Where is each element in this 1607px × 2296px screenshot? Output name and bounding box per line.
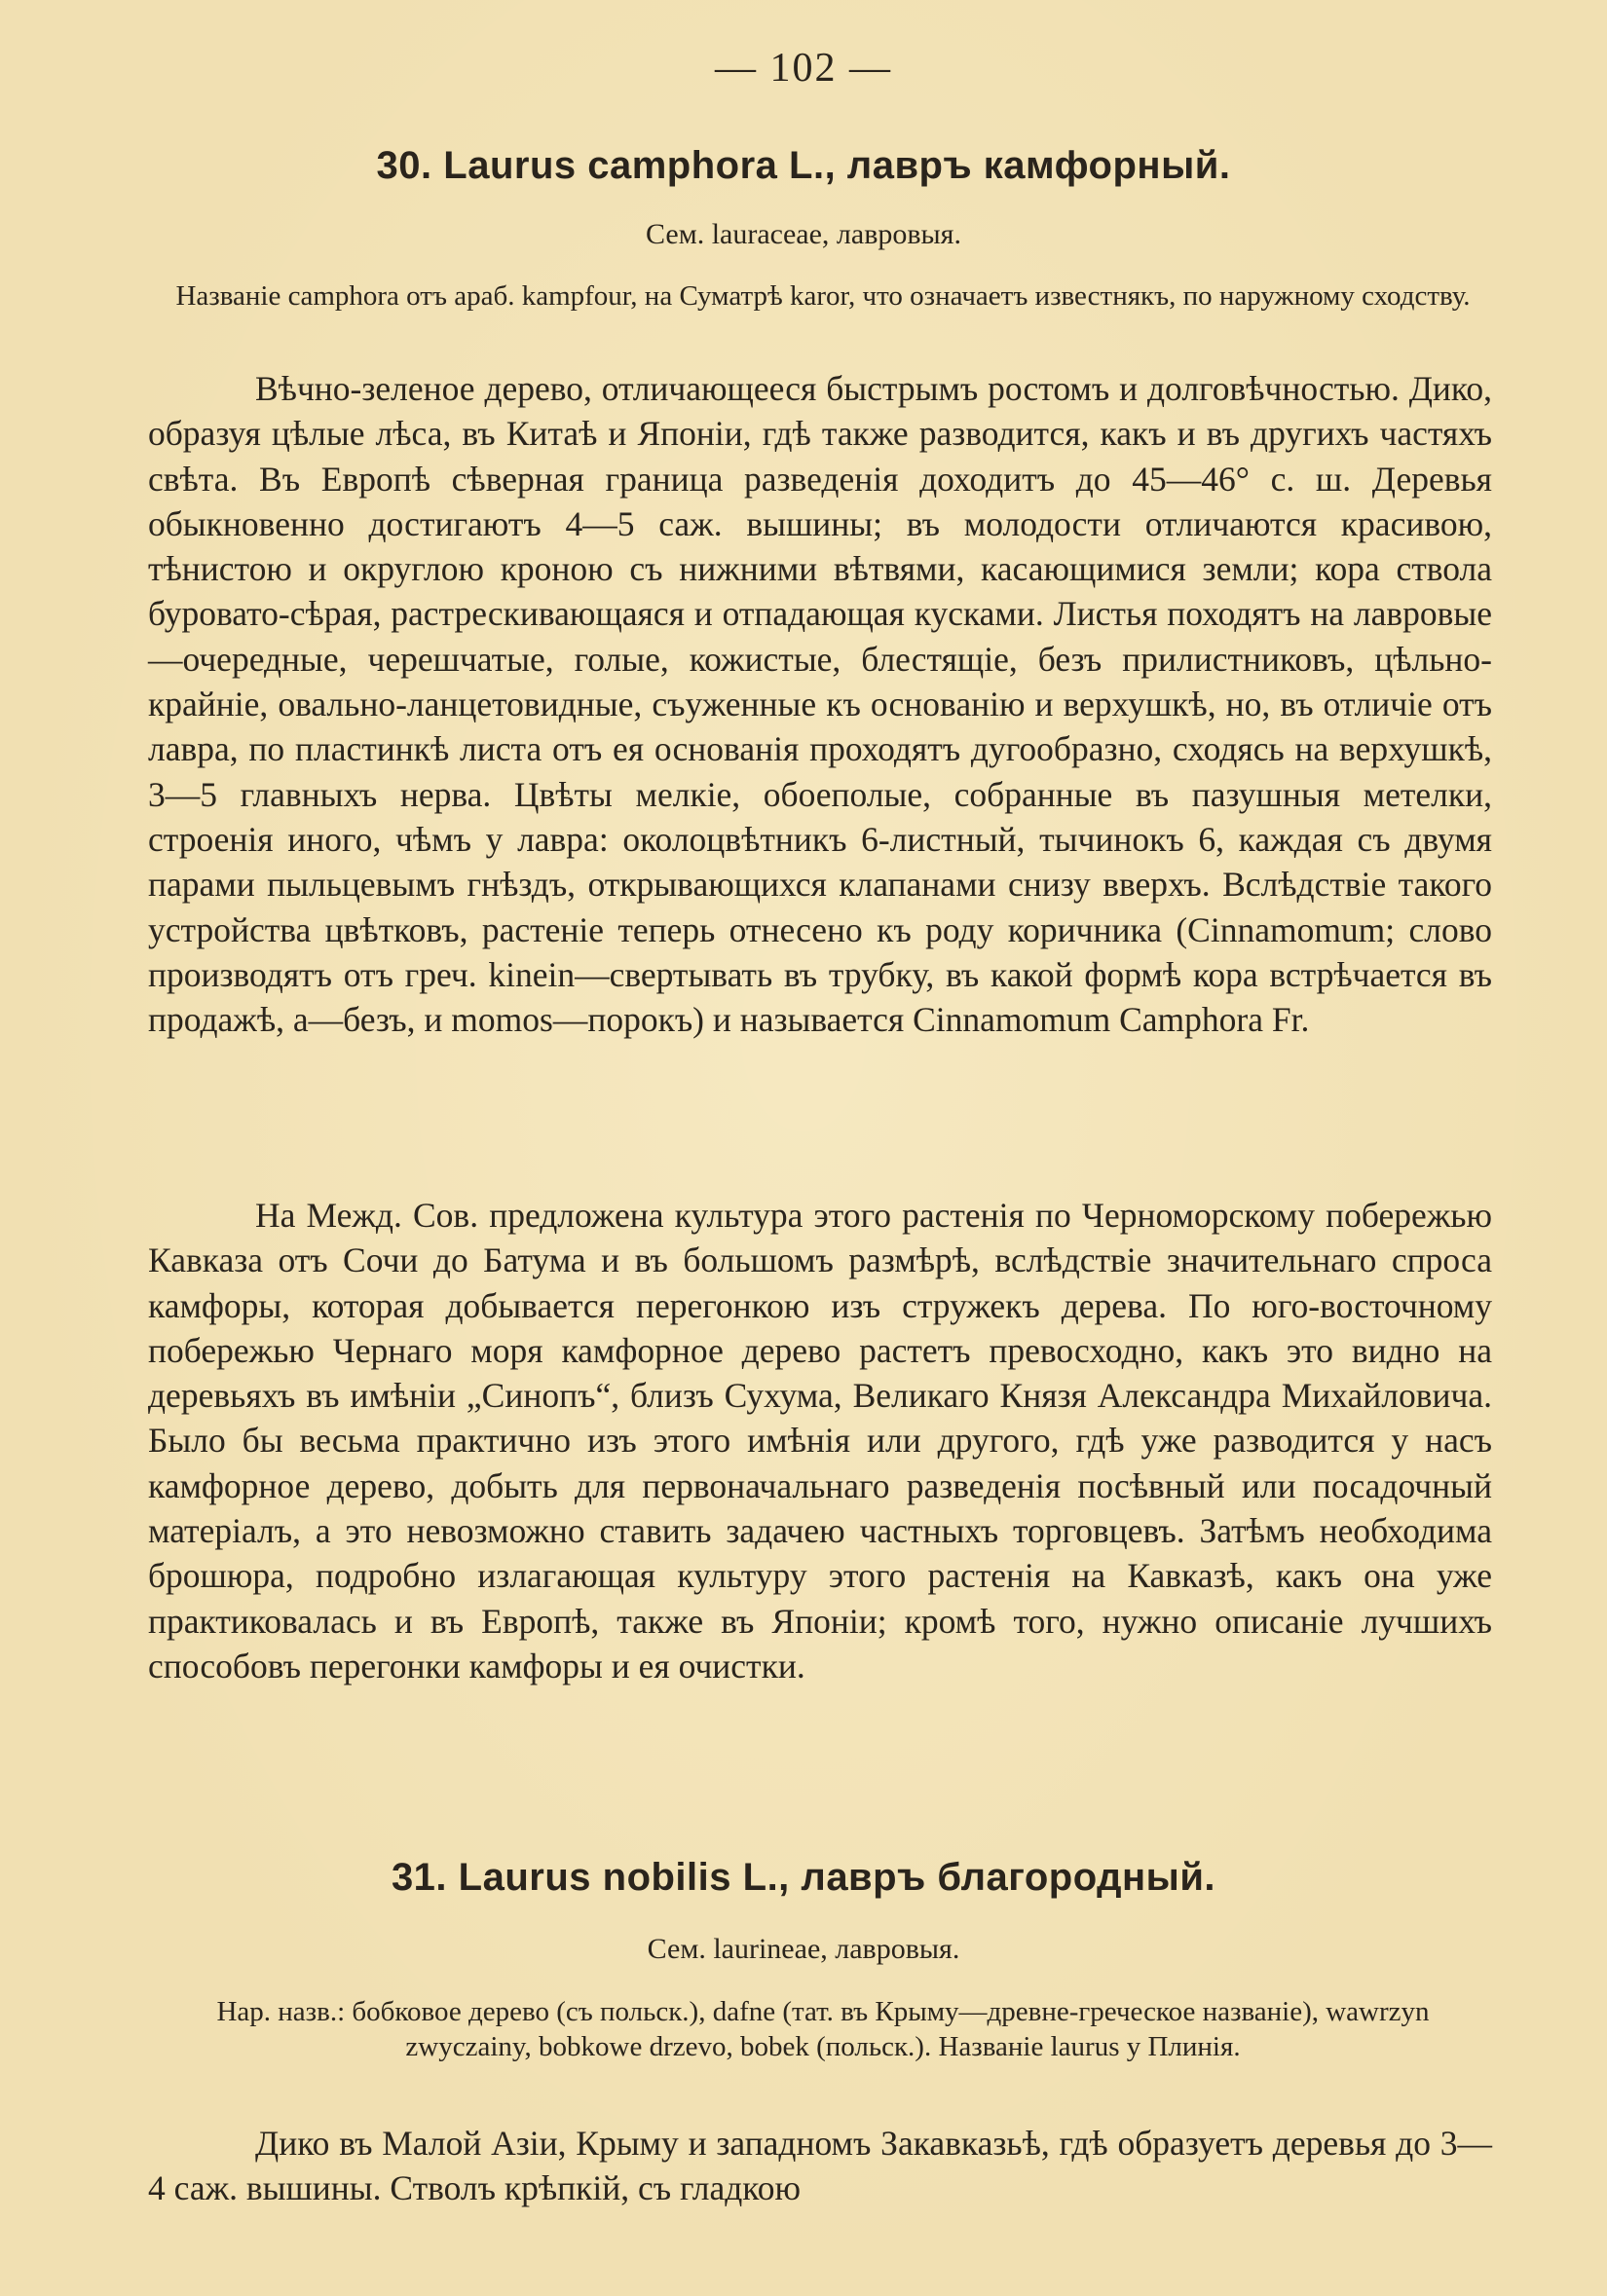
section-heading-laurus-nobilis: 31. Laurus nobilis L., лавръ благородный. bbox=[391, 1856, 1216, 1899]
paragraph-camphora-cultivation: На Межд. Сов. предложена культура этого растенія по Черноморскому побережью Кавказа отъ Сочи до Батума и въ большомъ размѣрѣ, вслѣдствіе значительнаго спроса камфоры, которая добывается перегонкою изъ стружекъ дерева. По юго-восточному побережью Чернаго моря камфорное дерево растетъ превосходно, какъ это видно на деревьяхъ въ имѣніи „Синопъ“, близъ Сухума, Великаго Князя Александра Михайловича. Было бы весьма практично изъ этого имѣнія или другого, гдѣ уже разводится у насъ камфорное дерево, добыть для первоначальнаго разведенія посѣвный или посадочный матеріалъ, а это невозможно ставить задачею частныхъ торговцевъ. Затѣмъ необходима брошюра, подробно излагающая культуру этого растенія на Кавказѣ, какъ она уже практиковалась и въ Европѣ, также въ Японіи; кромѣ того, нужно описаніе лучшихъ способовъ перегонки камфоры и ея очистки. bbox=[148, 1196, 1492, 1685]
family-line-lauraceae: Сем. lauraceae, лавровыя. bbox=[646, 218, 961, 250]
folk-names-note-nobilis: Нар. назв.: бобковое дерево (съ польск.), dafne (тат. въ Крыму—древне-греческое названіе), wawrzyn zwyczainy, bobkowe drzevo, bobek (польск.). Названіе laurus у Плинія. bbox=[216, 1996, 1430, 2062]
paragraph-nobilis-description: Дико въ Малой Азіи, Крыму и западномъ Закавказьѣ, гдѣ образуетъ деревья до 3—4 саж. вышины. Стволъ крѣпкій, съ гладкою bbox=[148, 2124, 1492, 2208]
family-line-laurineae: Сем. laurineae, лавровыя. bbox=[647, 1933, 960, 1965]
page-number: — 102 — bbox=[715, 46, 892, 91]
etymology-note-camphora: Названіе camphora отъ араб. kampfour, на Суматрѣ karor, что означаетъ известнякъ, по наружному сходству. bbox=[175, 280, 1471, 312]
paragraph-camphora-description: Вѣчно-зеленое дерево, отличающееся быстрымъ ростомъ и долговѣчностью. Дико, образуя цѣлые лѣса, въ Китаѣ и Японіи, гдѣ также разводится, какъ и въ другихъ частяхъ свѣта. Въ Европѣ сѣверная граница разведенія доходитъ до 45—46° с. ш. Деревья обыкновенно достигаютъ 4—5 саж. вышины; въ молодости отличаются красивою, тѣнистою и округлою кроною съ нижними вѣтвями, касающимися земли; кора ствола буровато-сѣрая, растрескивающаяся и отпадающая кусками. Листья походятъ на лавровые—очередные, черешчатые, голые, кожистые, блестящіе, безъ прилистниковъ, цѣльно-крайніе, овально-ланцетовидные, съуженные къ основанію и верхушкѣ, но, въ отличіе отъ лавра, по пластинкѣ листа отъ ея основанія проходятъ дугообразно, сходясь на верхушкѣ, 3—5 главныхъ нерва. Цвѣты мелкіе, обоеполые, собранные въ пазушныя метелки, строенія иного, чѣмъ у лавра: околоцвѣтникъ 6-листный, тычинокъ 6, каждая съ двумя парами пыльцевымъ гнѣздъ, открывающихся клапанами снизу вверхъ. Вслѣдствіе такого устройства цвѣтковъ, растеніе теперь отнесено къ роду коричника (Cinnamomum; слово производятъ отъ греч. kinein—свертывать въ трубку, въ какой формѣ кора встрѣчается въ продажѣ, а—безъ, и momos—порокъ) и называется Cinnamomum Camphora Fr. bbox=[148, 369, 1492, 1040]
section-heading-laurus-camphora: 30. Laurus camphora L., лавръ камфорный. bbox=[376, 144, 1231, 187]
